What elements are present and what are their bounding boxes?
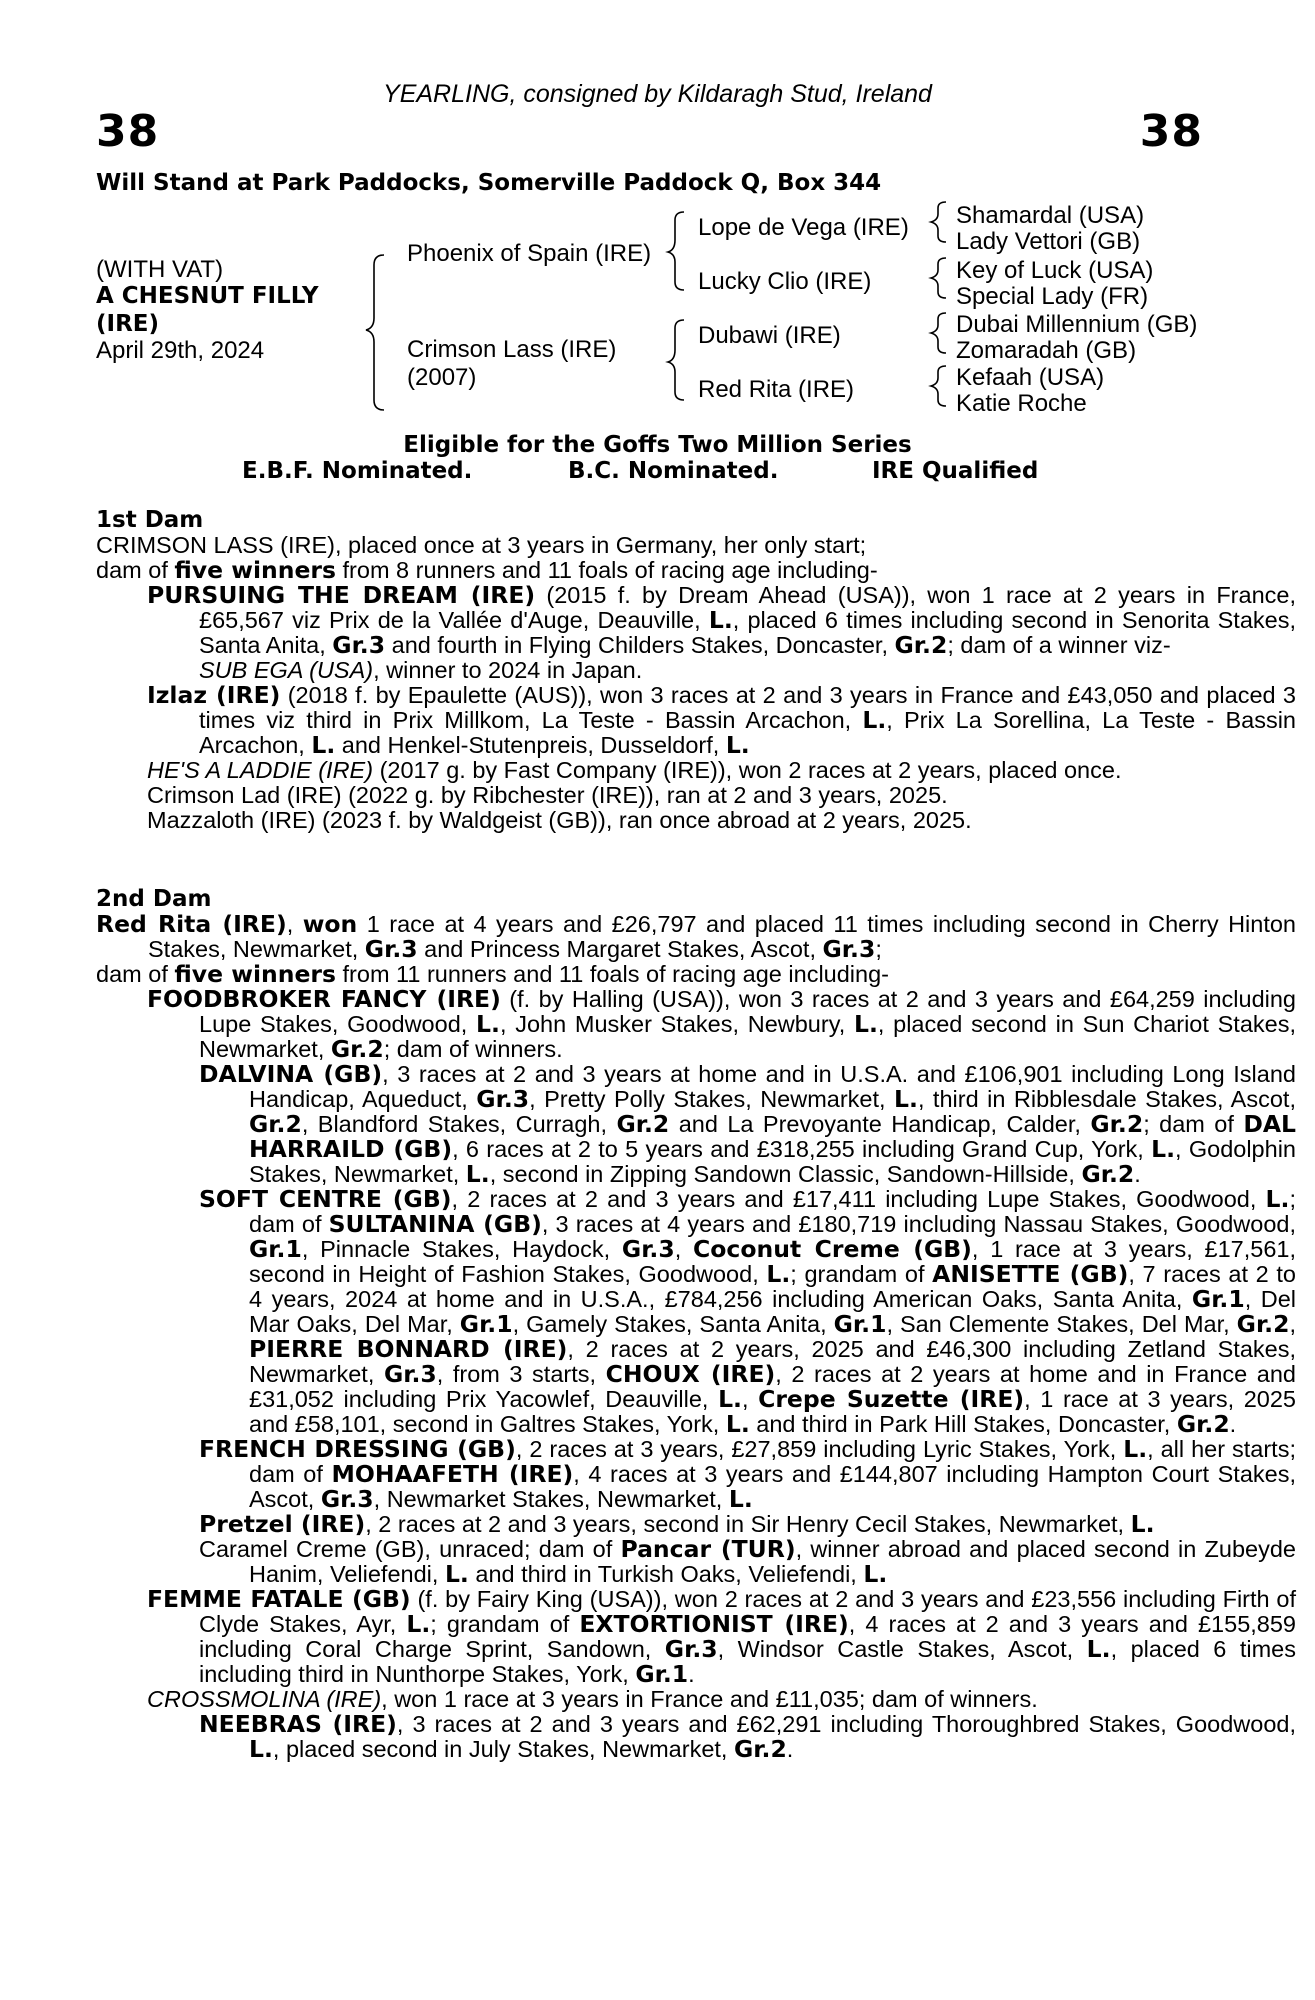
lot-number-left: 38	[96, 106, 160, 157]
pedigree-dam-sire: Dubawi (IRE)	[698, 322, 841, 349]
horse-name-suffix: (IRE)	[96, 311, 160, 337]
pedigree-g3-7: Kefaah (USA)	[956, 364, 1105, 391]
pedigree-g3-3: Key of Luck (USA)	[956, 257, 1154, 284]
pedigree-sire-sire: Lope de Vega (IRE)	[698, 214, 909, 241]
pedigree-g3-6: Zomaradah (GB)	[956, 337, 1137, 364]
second-dam-summary: dam of five winners from 11 runners and 11 foals of racing age including-	[96, 960, 889, 988]
progeny-hes-a-laddie: HE'S A LADDIE (IRE) (2017 g. by Fast Company (IRE)), won 2 races at 2 years, placed once.	[147, 757, 1122, 783]
progeny-soft-centre: SOFT CENTRE (GB), 2 races at 2 and 3 years and £17,411 including Lupe Stakes, Goodwood, L.; dam of SULTANINA (GB), 3 races at 4 years and £180,719 including Nassau Stakes, Goodwood, Gr.1, Pinnacle Stakes, Haydock, Gr.3, Coconut Creme (GB), 1 race at 3 years, £17,561, second in Height of Fashion Stakes, Goodwood, L.; grandam of ANISETTE (GB), 7 races at 2 to 4 years, 2024 at home and in U.S.A., £784,256 including American Oaks, Santa Anita, Gr.1, Del Mar Oaks, Del Mar, Gr.1, Gamely Stakes, Santa Anita, Gr.1, San Clemente Stakes, Del Mar, Gr.2, PIERRE BONNARD (IRE), 2 races at 2 years, 2025 and £46,300 including Zetland Stakes, Newmarket, Gr.3, from 3 starts, CHOUX (IRE), 2 races at 2 years at home and in France and £31,052 including Prix Yacowlef, Deauville, L., Crepe Suzette (IRE), 1 race at 3 years, 2025 and £58,101, second in Galtres Stakes, York, L. and third in Park Hill Stakes, Doncaster, Gr.2.	[199, 1185, 1297, 1438]
ebf-nomination: E.B.F. Nominated.	[242, 458, 473, 484]
progeny-mazzaloth: Mazzaloth (IRE) (2023 f. by Waldgeist (GB)), ran once abroad at 2 years, 2025.	[147, 807, 972, 833]
consignment-line: YEARLING, consigned by Kildaragh Stud, Ireland	[383, 80, 932, 108]
pedigree-sire: Phoenix of Spain (IRE)	[407, 240, 652, 267]
progeny-crossmolina: CROSSMOLINA (IRE), won 1 race at 3 years in France and £11,035; dam of winners.	[147, 1686, 1038, 1712]
pedigree-dam-year: (2007)	[407, 364, 477, 391]
stand-location: Will Stand at Park Paddocks, Somerville Paddock Q, Box 344	[96, 170, 882, 196]
eligibility-line: Eligible for the Goffs Two Million Series	[403, 432, 912, 458]
second-dam-section	[96, 887, 1296, 1762]
first-dam-heading: 1st Dam	[96, 507, 204, 533]
lot-number-right: 38	[1139, 106, 1203, 157]
progeny-izlaz: Izlaz (IRE) (2018 f. by Epaulette (AUS)), won 3 races at 2 and 3 years in France and £43,050 and placed 3 times viz third in Prix Millkom, La Teste - Bassin Arcachon, L., Prix La Sorellina, La Teste - Bassin Arcachon, L. and Henkel-Stutenpreis, Dusseldorf, L.	[147, 681, 1296, 759]
ire-qualified: IRE Qualified	[872, 458, 1039, 484]
bc-nomination: B.C. Nominated.	[568, 458, 779, 484]
pedigree-dam: Crimson Lass (IRE)	[407, 336, 617, 363]
progeny-foodbroker-fancy: FOODBROKER FANCY (IRE) (f. by Halling (USA)), won 3 races at 2 and 3 years and £64,259 including Lupe Stakes, Goodwood, L., John Musker Stakes, Newbury, L., placed second in Sun Chariot Stakes, Newmarket, Gr.2; dam of winners.	[147, 985, 1297, 1063]
pedigree-g3-1: Shamardal (USA)	[956, 202, 1145, 229]
first-dam-intro: CRIMSON LASS (IRE), placed once at 3 years in Germany, her only start; dam of five winners from 8 runners and 11 foals of racing age including-	[96, 532, 878, 584]
progeny-caramel-creme: Caramel Creme (GB), unraced; dam of Pancar (TUR), winner abroad and placed second in Zubeyde Hanim, Veliefendi, L. and third in Turkish Oaks, Veliefendi, L.	[199, 1535, 1296, 1588]
horse-name: A CHESNUT FILLY	[96, 283, 319, 309]
progeny-neebras: NEEBRAS (IRE), 3 races at 2 and 3 years and £62,291 including Thoroughbred Stakes, Goodwood, L., placed second in July Stakes, Newmarket, Gr.2.	[199, 1710, 1297, 1763]
pedigree-g3-2: Lady Vettori (GB)	[956, 228, 1141, 255]
pedigree-dam-dam: Red Rita (IRE)	[698, 376, 855, 403]
progeny-femme-fatale: FEMME FATALE (GB) (f. by Fairy King (USA)), won 2 races at 2 and 3 years and £23,556 including Firth of Clyde Stakes, Ayr, L.; grandam of EXTORTIONIST (IRE), 4 races at 2 and 3 years and £155,859 including Coral Charge Sprint, Sandown, Gr.3, Windsor Castle Stakes, Ascot, L., placed 6 times including third in Nunthorpe Stakes, York, Gr.1.	[147, 1585, 1296, 1688]
pedigree-sire-dam: Lucky Clio (IRE)	[698, 268, 872, 295]
progeny-pursuing-the-dream: PURSUING THE DREAM (IRE) (2015 f. by Dream Ahead (USA)), won 1 race at 2 years in France, £65,567 viz Prix de la Vallée d'Auge, Deauville, L., placed 6 times including second in Senorita Stakes, Santa Anita, Gr.3 and fourth in Flying Childers Stakes, Doncaster, Gr.2; dam of a winner viz- SUB EGA (USA), winner to 2024 in Japan.	[147, 581, 1296, 683]
second-dam-heading: 2nd Dam	[96, 886, 212, 912]
first-dam-section	[96, 508, 1296, 833]
pedigree-g3-4: Special Lady (FR)	[956, 283, 1149, 310]
second-dam-intro: Red Rita (IRE), won 1 race at 4 years and £26,797 and placed 11 times including second in Cherry Hinton Stakes, Newmarket, Gr.3 and Princess Margaret Stakes, Ascot, Gr.3;	[96, 910, 1296, 963]
progeny-dalvina: DALVINA (GB), 3 races at 2 and 3 years at home and in U.S.A. and £106,901 including Long Island Handicap, Aqueduct, Gr.3, Pretty Polly Stakes, Newmarket, L., third in Ribblesdale Stakes, Ascot, Gr.2, Blandford Stakes, Curragh, Gr.2 and La Prevoyante Handicap, Calder, Gr.2; dam of DAL HARRAILD (GB), 6 races at 2 to 5 years and £318,255 including Grand Cup, York, L., Godolphin Stakes, Newmarket, L., second in Zipping Sandown Classic, Sandown-Hillside, Gr.2.	[199, 1060, 1296, 1188]
pedigree-g3-8: Katie Roche	[956, 390, 1087, 417]
progeny-french-dressing: FRENCH DRESSING (GB), 2 races at 3 years, £27,859 including Lyric Stakes, York, L., all her starts; dam of MOHAAFETH (IRE), 4 races at 3 years and £144,807 including Hampton Court Stakes, Ascot, Gr.3, Newmarket Stakes, Newmarket, L.	[199, 1435, 1296, 1513]
progeny-pretzel: Pretzel (IRE), 2 races at 2 and 3 years, second in Sir Henry Cecil Stakes, Newmarket, L.	[199, 1510, 1155, 1538]
vat-note: (WITH VAT)	[96, 256, 224, 283]
foaling-date: April 29th, 2024	[96, 337, 265, 364]
progeny-crimson-lad: Crimson Lad (IRE) (2022 g. by Ribchester (IRE)), ran at 2 and 3 years, 2025.	[147, 782, 948, 808]
pedigree-g3-5: Dubai Millennium (GB)	[956, 311, 1198, 338]
